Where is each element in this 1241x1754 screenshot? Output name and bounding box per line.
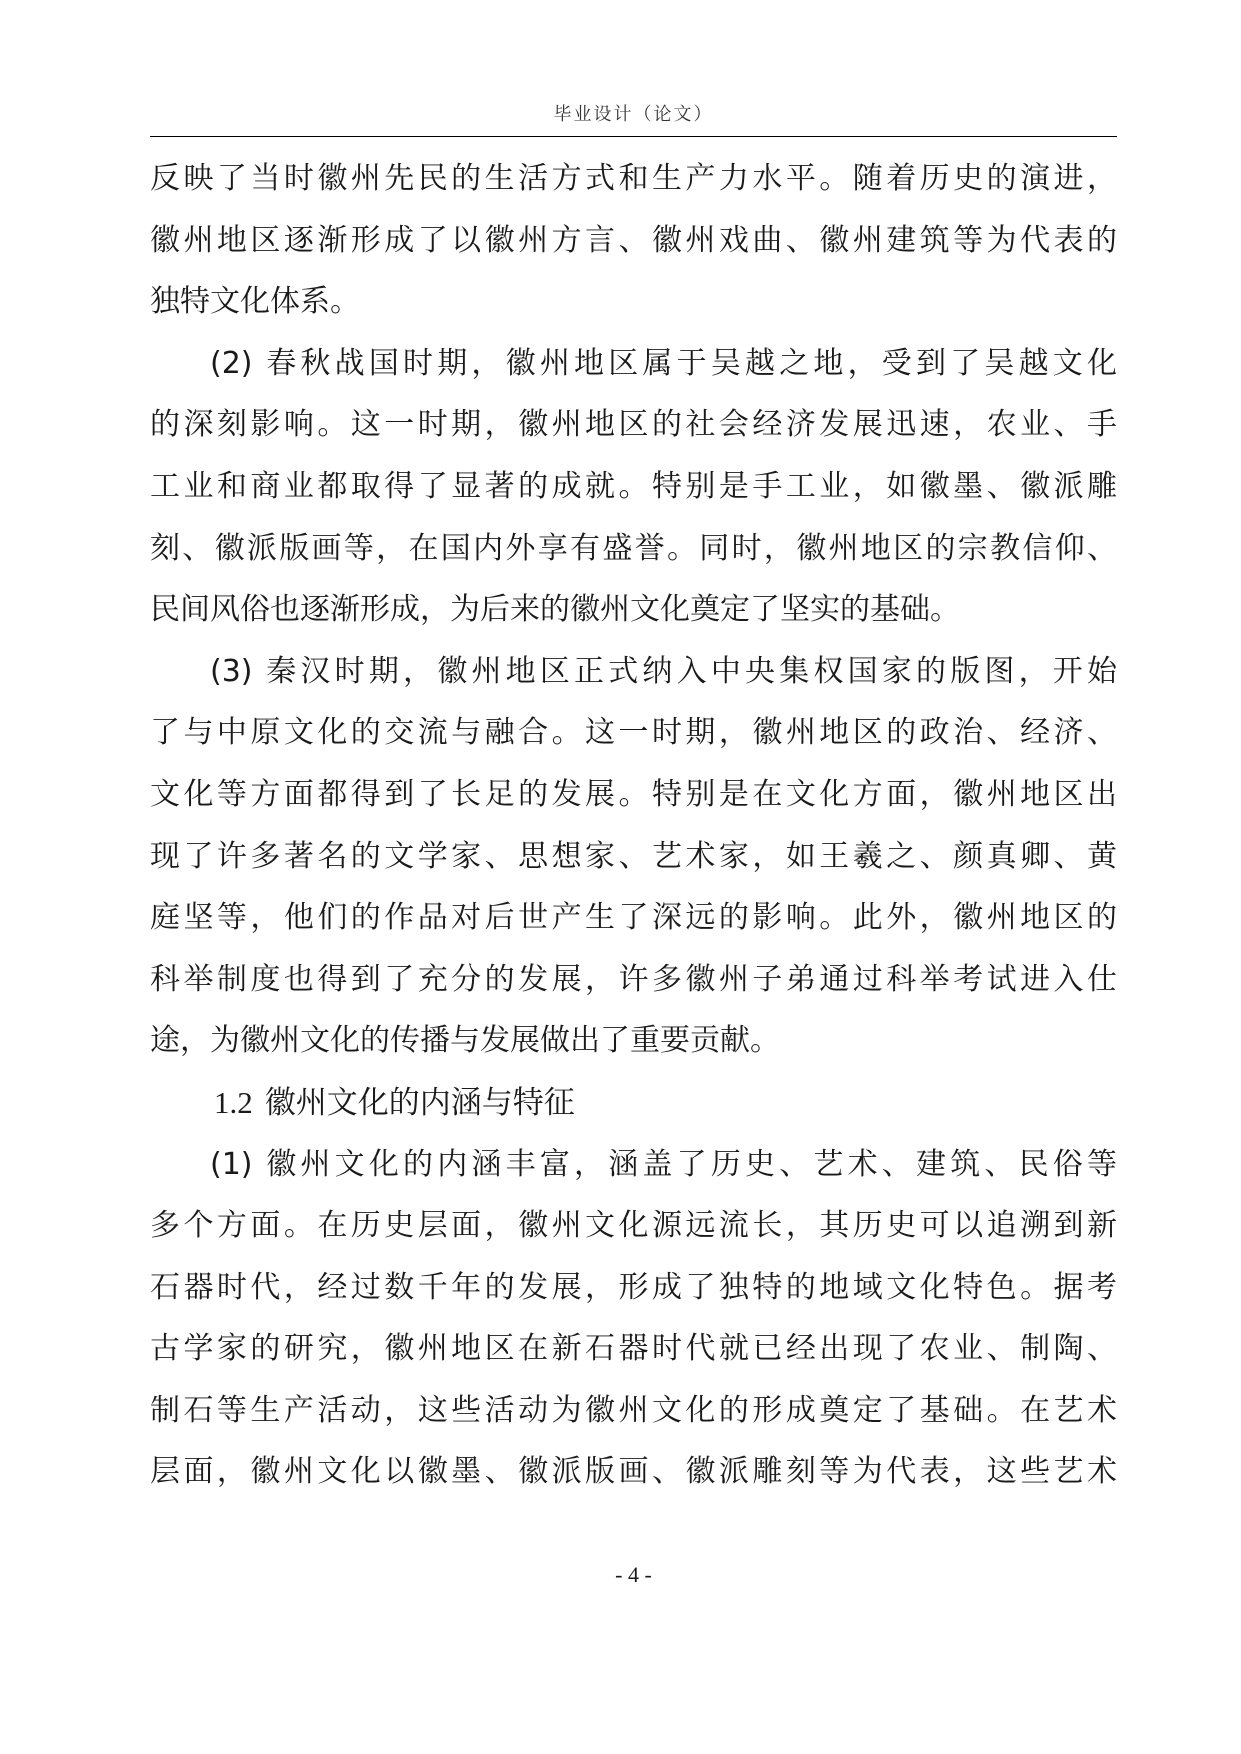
text-line: 制石等生产活动，这些活动为徽州文化的形成奠定了基础。在艺术 xyxy=(150,1392,1117,1428)
text-line: 多个方面。在历史层面，徽州文化源远流长，其历史可以追溯到新 xyxy=(150,1208,1117,1244)
text-line: 古学家的研究，徽州地区在新石器时代就已经出现了农业、制陶、 xyxy=(150,1331,1117,1367)
text-line: 的深刻影响。这一时期，徽州地区的社会经济发展迅速，农业、手 xyxy=(150,407,1117,443)
text-line: 科举制度也得到了充分的发展，许多徽州子弟通过科举考试进入仕 xyxy=(150,961,1117,997)
page-header: 毕业设计（论文） xyxy=(553,104,714,125)
text-line: 徽州地区逐渐形成了以徽州方言、徽州戏曲、徽州建筑等为代表的 xyxy=(150,222,1117,258)
text-line: 文化等方面都得到了长足的发展。特别是在文化方面，徽州地区出 xyxy=(150,776,1117,812)
page-number: - 4 - xyxy=(615,1562,652,1587)
text-line: 途，为徽州文化的传播与发展做出了重要贡献。 xyxy=(150,1023,780,1059)
section-number: 1.2 xyxy=(214,1084,253,1120)
body-text xyxy=(150,148,1117,1503)
text-line: 层面，徽州文化以徽墨、徽派版画、徽派雕刻等为代表，这些艺术 xyxy=(150,1454,1117,1490)
text-line: 庭坚等，他们的作品对后世产生了深远的影响。此外，徽州地区的 xyxy=(150,900,1117,936)
text-line: 石器时代，经过数千年的发展，形成了独特的地域文化特色。据考 xyxy=(150,1269,1117,1305)
paragraph-first-line: (3) 秦汉时期，徽州地区正式纳入中央集权国家的版图，开始 xyxy=(210,653,1117,689)
section-title: 徽州文化的内涵与特征 xyxy=(264,1084,575,1121)
text-line: 现了许多著名的文学家、思想家、艺术家，如王羲之、颜真卿、黄 xyxy=(150,838,1117,874)
header-rule xyxy=(150,136,1117,137)
section-heading xyxy=(150,1072,1117,1134)
text-line: 了与中原文化的交流与融合。这一时期，徽州地区的政治、经济、 xyxy=(150,715,1117,751)
text-line: 刻、徽派版画等，在国内外享有盛誉。同时，徽州地区的宗教信仰、 xyxy=(150,530,1117,566)
text-line: 工业和商业都取得了显著的成就。特别是手工业，如徽墨、徽派雕 xyxy=(150,468,1117,504)
text-line: 独特文化体系。 xyxy=(150,284,360,320)
text-line: 民间风俗也逐渐形成，为后来的徽州文化奠定了坚实的基础。 xyxy=(150,592,960,628)
paragraph-first-line: (1) 徽州文化的内涵丰富，涵盖了历史、艺术、建筑、民俗等 xyxy=(210,1146,1117,1182)
text-line: 反映了当时徽州先民的生活方式和生产力水平。随着历史的演进， xyxy=(150,161,1117,196)
paragraph-first-line: (2) 春秋战国时期，徽州地区属于吴越之地，受到了吴越文化 xyxy=(210,345,1117,381)
